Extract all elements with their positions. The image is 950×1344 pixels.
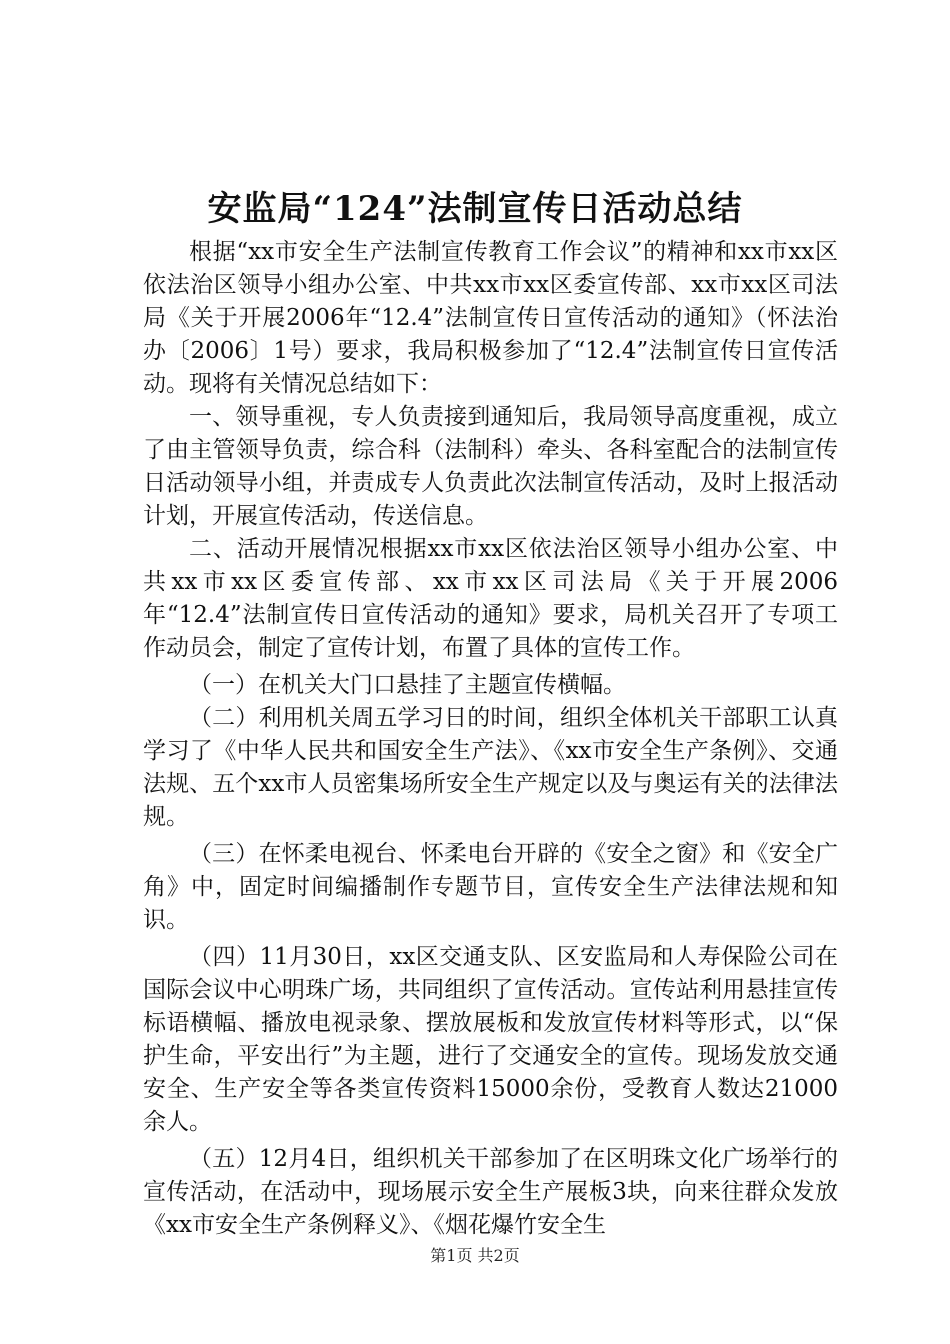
paragraph-item-5: （五）12月4日，组织机关干部参加了在区明珠文化广场举行的宣传活动，在活动中，现场展示安全生产展板3块，向来往群众发放《xx市安全生产条例释义》、《烟花爆竹安全生 — [143, 1146, 838, 1238]
paragraph-item-2: （二）利用机关周五学习日的时间，组织全体机关干部职工认真学习了《中华人民共和国安全生产法》、《xx市安全生产条例》、交通法规、五个xx市人员密集场所安全生产规定以及与奥运有关的法律法规。 — [143, 705, 838, 830]
paragraph-intro: 根据“xx市安全生产法制宣传教育工作会议”的精神和xx市xx区依法治区领导小组办公室、中共xx市xx区委宣传部、xx市xx区司法局《关于开展2006年“12.4”法制宣传日宣传活动的通知》（怀法治办〔2006〕1号）要求，我局积极参加了“12.4”法制宣传日宣传活动。现将有关情况总结如下： — [143, 239, 838, 397]
paragraph-section-1: 一、领导重视，专人负责接到通知后，我局领导高度重视，成立了由主管领导负责，综合科（法制科）牵头、各科室配合的法制宣传日活动领导小组，并责成专人负责此次法制宣传活动，及时上报活动计划，开展宣传活动，传送信息。 — [143, 404, 838, 529]
document-title: 安监局“124”法制宣传日活动总结 — [207, 189, 743, 229]
page-number-footer: 第1页 共2页 — [430, 1246, 520, 1265]
paragraph-item-1: （一）在机关大门口悬挂了主题宣传横幅。 — [189, 672, 626, 698]
paragraph-section-2: 二、活动开展情况根据xx市xx区依法治区领导小组办公室、中共xx市xx区委宣传部、xx市xx区司法局《关于开展2006年“12.4”法制宣传日宣传活动的通知》要求，局机关召开了专项工作动员会，制定了宣传计划，布置了具体的宣传工作。 — [143, 536, 838, 661]
paragraph-item-4: （四）11月30日，xx区交通支队、区安监局和人寿保险公司在国际会议中心明珠广场，共同组织了宣传活动。宣传站利用悬挂宣传标语横幅、播放电视录象、摆放展板和发放宣传材料等形式，以“保护生命，平安出行”为主题，进行了交通安全的宣传。现场发放交通安全、生产安全等各类宣传资料15000余份，受教育人数达21000余人。 — [143, 944, 838, 1135]
document-body — [143, 236, 838, 1242]
paragraph-item-3: （三）在怀柔电视台、怀柔电台开辟的《安全之窗》和《安全广角》中，固定时间编播制作专题节目，宣传安全生产法律法规和知识。 — [143, 841, 838, 933]
